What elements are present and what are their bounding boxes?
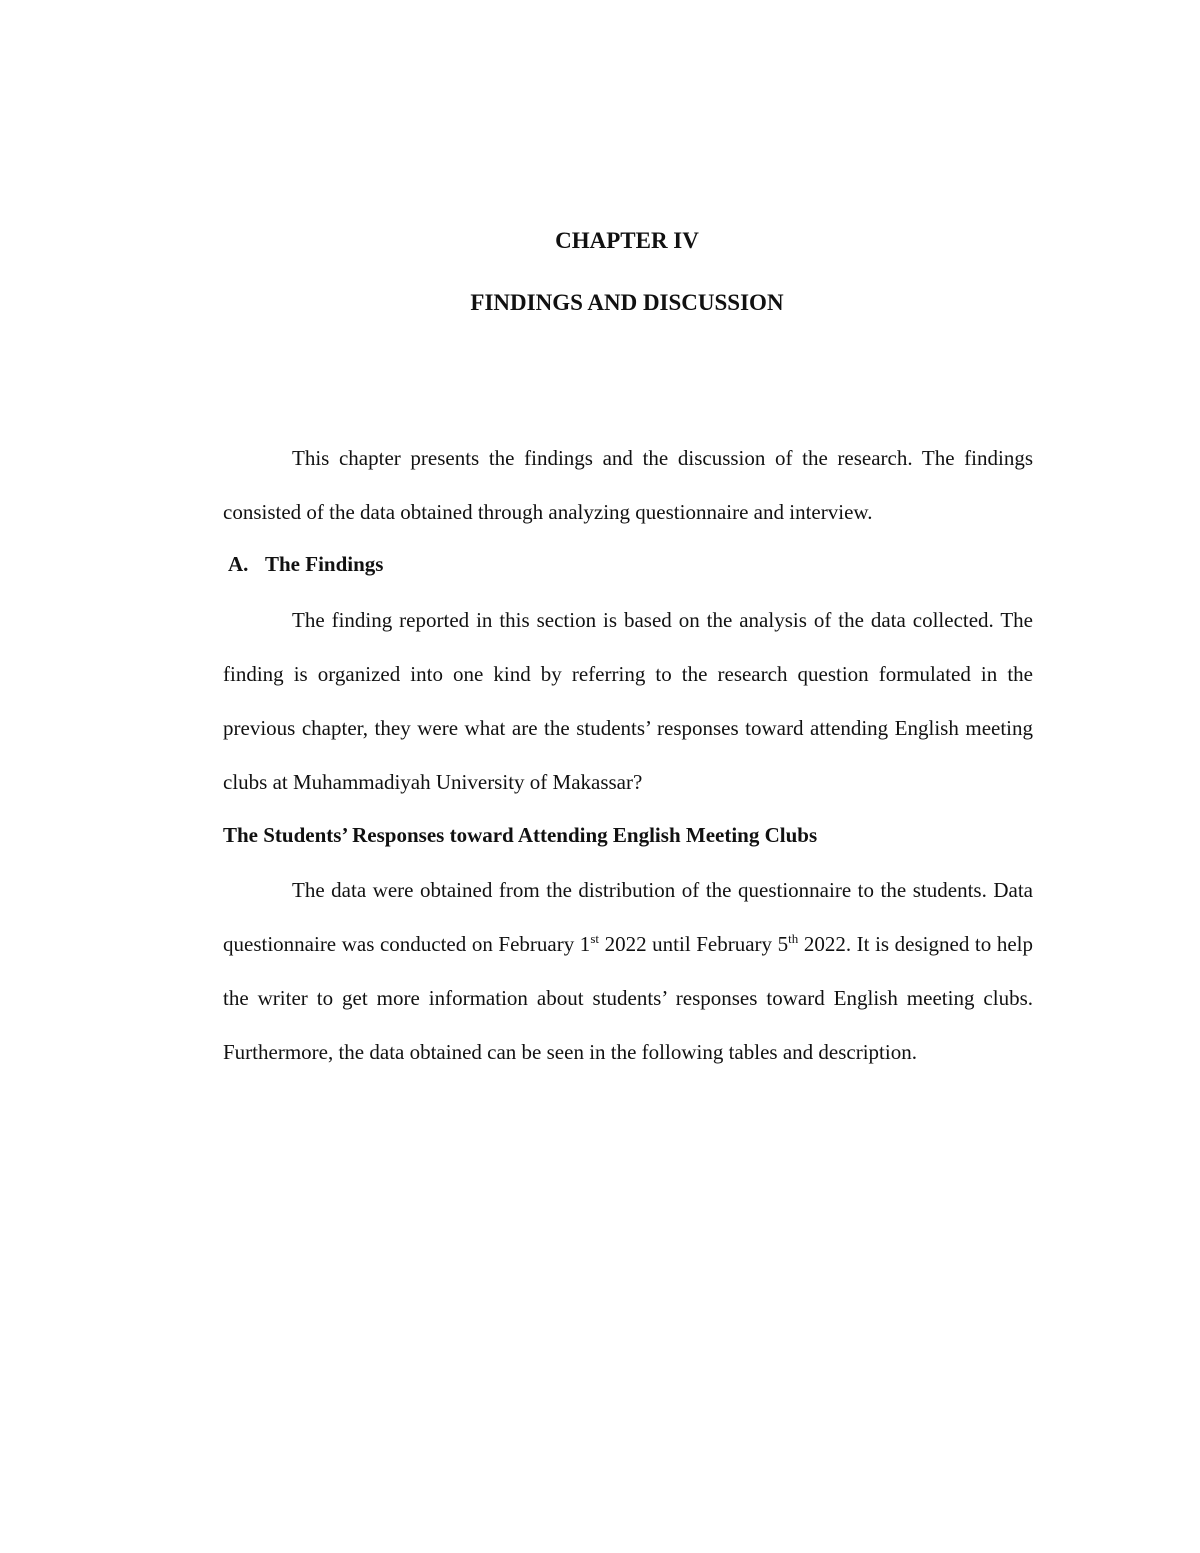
section-title: The Findings <box>265 552 384 576</box>
ordinal-suffix-th: th <box>788 931 799 946</box>
data-paragraph-part3: 2022. It is designed to help the writer to get more information about students’ responses toward English meeting clubs. Furthermore, the data obtained can be seen in the following tables and description. <box>223 932 1033 1064</box>
subsection-heading: The Students’ Responses toward Attending English Meeting Clubs <box>223 823 818 847</box>
section-letter: A. <box>228 552 249 576</box>
data-paragraph <box>223 863 1033 1079</box>
data-paragraph-part2: 2022 until February 5 <box>598 932 789 956</box>
ordinal-suffix-st: st <box>590 931 599 946</box>
intro-paragraph-block <box>223 431 1033 539</box>
data-paragraph-part1: The data were obtained from the distribution of the questionnaire to the students. Data questionnaire was conducted on February 1 <box>223 878 1033 956</box>
section-heading-findings <box>228 548 383 580</box>
data-paragraph-block <box>223 863 1033 1079</box>
finding-paragraph-block <box>223 593 1033 809</box>
intro-paragraph: This chapter presents the findings and the discussion of the research. The findings consisted of the data obtained through analyzing questionnaire and interview. <box>223 446 1033 524</box>
chapter-number: CHAPTER IV <box>555 228 699 253</box>
finding-paragraph: The finding reported in this section is based on the analysis of the data collected. The finding is organized into one kind by referring to the research question formulated in the previous chapter, they were what are the students’ responses toward attending English meeting clubs at Muhammadiyah University of Makassar? <box>223 608 1033 794</box>
chapter-title: FINDINGS AND DISCUSSION <box>470 290 784 315</box>
